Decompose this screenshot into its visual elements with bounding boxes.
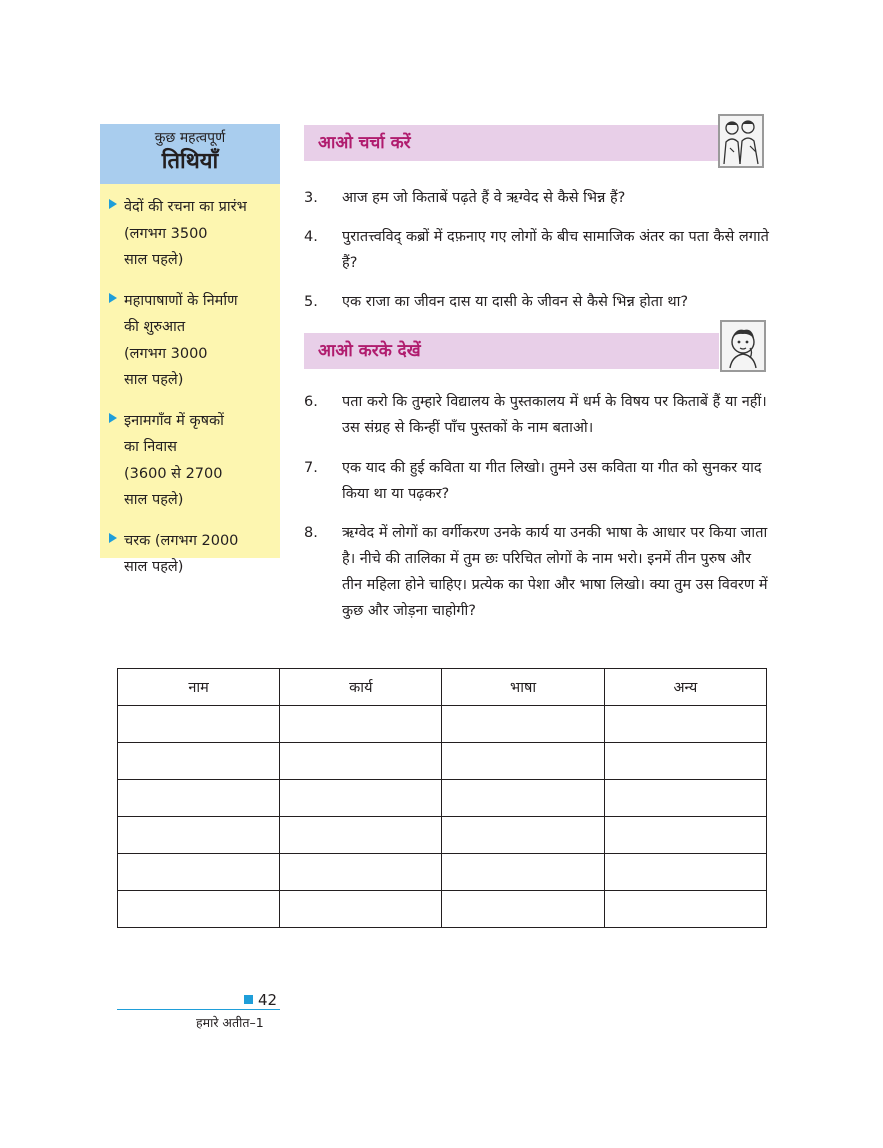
- table-header-cell: अन्य: [604, 669, 766, 706]
- footer-divider: [117, 1009, 280, 1010]
- sidebar-subtitle: कुछ महत्वपूर्ण: [154, 130, 226, 146]
- date-item-line: साल पहले): [124, 252, 184, 268]
- discussion-illustration-icon: [718, 114, 764, 168]
- table-row: [118, 891, 767, 928]
- question-number: 4.: [304, 229, 318, 245]
- table-cell[interactable]: [118, 817, 280, 854]
- table-cell[interactable]: [280, 854, 442, 891]
- table-cell[interactable]: [442, 817, 604, 854]
- date-item-line: साल पहले): [124, 492, 184, 508]
- activity-section-title: आओ करके देखें: [318, 341, 421, 361]
- date-item: [100, 528, 280, 581]
- table-cell[interactable]: [604, 743, 766, 780]
- question-text: एक राजा का जीवन दास या दासी के जीवन से कैसे भिन्न होता था?: [342, 294, 689, 310]
- question-number: 7.: [304, 460, 318, 476]
- activity-section-banner: [304, 333, 719, 369]
- table-cell[interactable]: [442, 706, 604, 743]
- table-cell[interactable]: [442, 780, 604, 817]
- table-header-cell: नाम: [118, 669, 280, 706]
- question-text: ऋग्वेद में लोगों का वर्गीकरण उनके कार्य या उनकी भाषा के आधार पर किया जाता है। नीचे की तालिका में तुम छः परिचित लोगों के नाम भरो। इनमें तीन पुरुष और तीन महिला होने चाहिए। प्रत्येक का पेशा और भाषा लिखो। क्या तुम उस विवरण में कुछ और जोड़ना चाहोगी?: [342, 525, 768, 619]
- question-number: 5.: [304, 294, 318, 310]
- table-cell[interactable]: [604, 817, 766, 854]
- date-item: [100, 408, 280, 514]
- date-item: [100, 194, 280, 274]
- table-cell[interactable]: [118, 891, 280, 928]
- table-cell[interactable]: [604, 891, 766, 928]
- table-cell[interactable]: [280, 743, 442, 780]
- table-cell[interactable]: [604, 854, 766, 891]
- question-number: 8.: [304, 525, 318, 541]
- question-3: [304, 185, 770, 211]
- book-title: हमारे अतीत–1: [196, 1015, 264, 1030]
- page-marker-icon: [244, 995, 253, 1004]
- table-row: [118, 743, 767, 780]
- date-item-line: की शुरुआत: [124, 319, 186, 335]
- date-item-line: साल पहले): [124, 559, 184, 575]
- date-item-line: (लगभग 3000: [124, 345, 208, 362]
- question-6: [304, 389, 770, 441]
- page-number-text: 42: [258, 991, 278, 1009]
- discussion-section-title: आओ चर्चा करें: [318, 133, 411, 153]
- table-cell[interactable]: [604, 780, 766, 817]
- table-header-cell: कार्य: [280, 669, 442, 706]
- people-classification-table: [117, 668, 767, 928]
- table-cell[interactable]: [118, 854, 280, 891]
- table-cell[interactable]: [118, 743, 280, 780]
- sidebar-header: [100, 124, 280, 184]
- table-cell[interactable]: [280, 891, 442, 928]
- table-cell[interactable]: [280, 780, 442, 817]
- table-cell[interactable]: [604, 706, 766, 743]
- table-cell[interactable]: [280, 706, 442, 743]
- table-row: [118, 854, 767, 891]
- question-number: 6.: [304, 394, 318, 410]
- question-text: आज हम जो किताबें पढ़ते हैं वे ऋग्वेद से कैसे भिन्न हैं?: [342, 190, 626, 206]
- question-text: एक याद की हुई कविता या गीत लिखो। तुमने उस कविता या गीत को सुनकर याद किया था या पढ़कर?: [342, 460, 762, 502]
- thinking-child-illustration-icon: [720, 320, 766, 372]
- question-text: पता करो कि तुम्हारे विद्यालय के पुस्तकालय में धर्म के विषय पर किताबें हैं या नहीं। उस संग्रह से किन्हीं पाँच पुस्तकों के नाम बताओ।: [342, 394, 767, 436]
- question-7: [304, 455, 770, 507]
- bullet-triangle-icon: [109, 293, 117, 303]
- date-item-line: साल पहले): [124, 372, 184, 388]
- date-item-line: (लगभग 3500: [124, 225, 208, 242]
- table-header-cell: भाषा: [442, 669, 604, 706]
- date-item: [100, 288, 280, 394]
- date-item-line: का निवास: [124, 439, 177, 455]
- table-cell[interactable]: [442, 854, 604, 891]
- question-5: [304, 289, 770, 315]
- table-cell[interactable]: [118, 706, 280, 743]
- important-dates-sidebar: [100, 124, 280, 575]
- table-cell[interactable]: [118, 780, 280, 817]
- sidebar-title: तिथियाँ: [161, 149, 219, 174]
- date-item-line: वेदों की रचना का प्रारंभ: [124, 199, 247, 215]
- discussion-section-banner: [304, 125, 719, 161]
- table-cell[interactable]: [442, 891, 604, 928]
- date-item-line: इनामगाँव में कृषकों: [124, 412, 224, 429]
- date-item-line: चरक (लगभग 2000: [124, 532, 239, 549]
- table-cell[interactable]: [442, 743, 604, 780]
- table-cell[interactable]: [280, 817, 442, 854]
- table-header-row: [118, 669, 767, 706]
- question-8: [304, 520, 770, 624]
- bullet-triangle-icon: [109, 413, 117, 423]
- question-text: पुरातत्त्वविद् कब्रों में दफ़नाए गए लोगों के बीच सामाजिक अंतर का पता कैसे लगाते हैं?: [342, 229, 769, 271]
- table-row: [118, 780, 767, 817]
- bullet-triangle-icon: [109, 199, 117, 209]
- page-number: [244, 991, 277, 1009]
- bullet-triangle-icon: [109, 533, 117, 543]
- date-item-line: (3600 से 2700: [124, 465, 223, 482]
- table-row: [118, 706, 767, 743]
- sidebar-body: [100, 184, 280, 575]
- question-number: 3.: [304, 190, 318, 206]
- question-4: [304, 224, 770, 276]
- date-item-line: महापाषाणों के निर्माण: [124, 292, 238, 309]
- table-row: [118, 817, 767, 854]
